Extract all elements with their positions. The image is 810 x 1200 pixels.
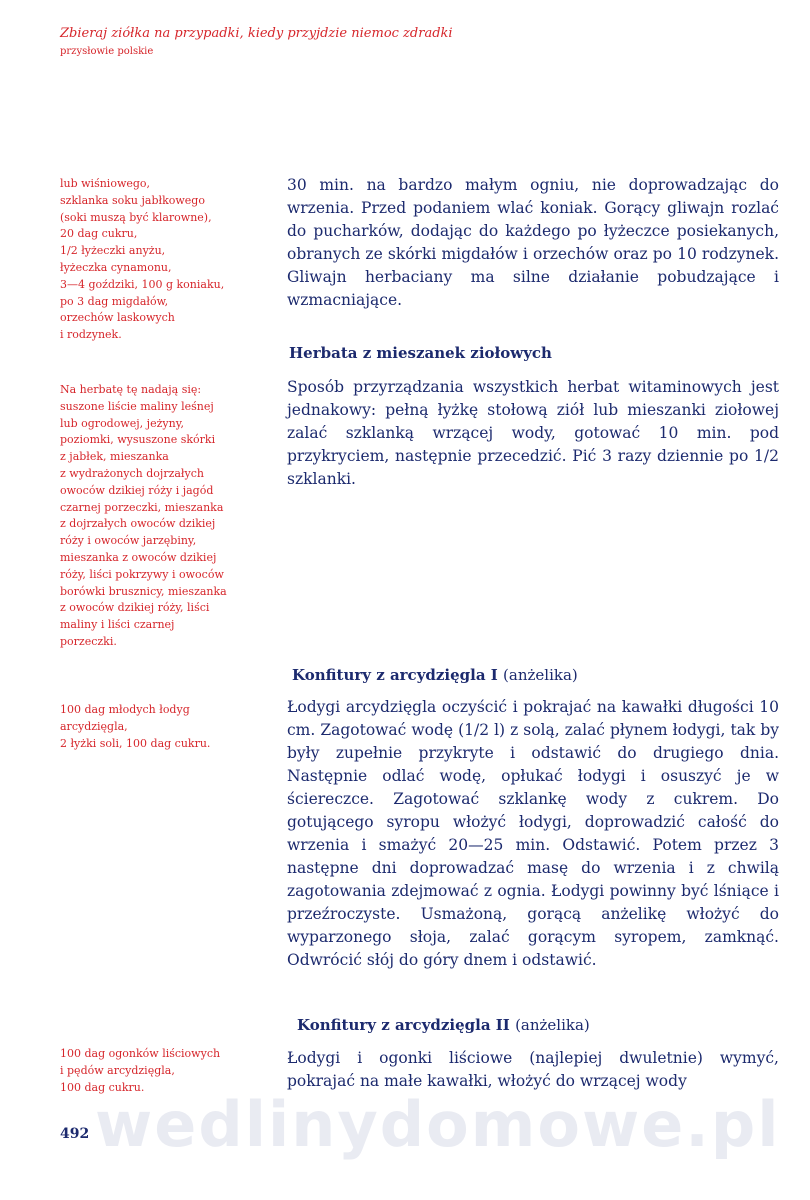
epigraph-text: Zbieraj ziółka na przypadki, kiedy przyjdzie niemoc zdradki [60,26,453,41]
margin-note-ingredients-gliwajn: lub wiśniowego, szklanka soku jabłkowego (soki muszą być klarowne), 20 dag cukru, 1/2 łyżeczki anyżu, łyżeczka cynamonu, 3—4 goździki, 100 g koniaku, po 3 dag migdałów, orzechów laskowych i rodzynek. [60,177,225,342]
margin-note-ingredients-konfitury-2: 100 dag ogonków liściowych i pędów arcydzięgla, 100 dag cukru. [60,1047,221,1094]
heading-konfitury-2-title: Konfitury z arcydzięgla II [297,1016,510,1034]
page-number: 492 [60,1126,90,1142]
heading-konfitury-1 [292,666,578,684]
epigraph-source: przysłowie polskie [60,46,154,57]
paragraph-herbata: Sposób przyrządzania wszystkich herbat witaminowych jest jednakowy: pełną łyżkę stołową ziół lub mieszanki ziołowej zalać szklanką wrzącej wody, gotować 10 min. pod przykryciem, następnie przecedzić. Pić 3 razy dziennie po 1/2 szklanki. [287,378,779,488]
margin-note-ingredients-konfitury-1: 100 dag młodych łodyg arcydzięgla, 2 łyżki soli, 100 dag cukru. [60,703,211,750]
heading-konfitury-1-subtitle: (anżelika) [503,666,578,684]
heading-herbata-title: Herbata z mieszanek ziołowych [289,344,552,362]
heading-konfitury-1-title: Konfitury z arcydzięgla I [292,666,498,684]
paragraph-gliwajn: 30 min. na bardzo małym ogniu, nie doprowadzając do wrzenia. Przed podaniem wlać koniak. Gorący gliwajn rozlać do pucharków, dodając do każdego po łyżeczce posiekanych, obranych ze skórki migdałów i orzechów oraz po 10 rodzynek. Gliwajn herbaciany ma silne działanie pobudzające i wzmacniające. [287,176,779,309]
watermark: wedlinydomowe.pl [95,1088,781,1161]
margin-note-herbal-mixes: Na herbatę tę nadają się: suszone liście maliny leśnej lub ogrodowej, jeżyny, poziomki, wysuszone skórki z jabłek, mieszanka z wydrażonych dojrzałych owoców dzikiej róży i jagód czarnej porzeczki, mieszanka z dojrzałych owoców dzikiej róży i owoców jarzębiny, mieszanka z owoców dzikiej róży, liści pokrzywy i owoców borówki brusznicy, mieszanka z owoców dzikiej róży, liści maliny i liści czarnej porzeczki. [60,383,227,648]
heading-herbata [289,344,552,362]
heading-konfitury-2-subtitle: (anżelika) [515,1016,590,1034]
paragraph-konfitury-1: Łodygi arcydzięgla oczyścić i pokrajać na kawałki długości 10 cm. Zagotować wodę (1/2 l) z solą, zalać płynem łodygi, tak by były zupełnie przykryte i odstawić do drugiego dnia. Następnie odlać wodę, opłukać łodygi i osuszyć je w ściereczce. Zagotować szklankę wody z cukrem. Do gotującego syropu włożyć łodygi, doprowadzić całość do wrzenia i smażyć 20—25 min. Odstawić. Potem przez 3 następne dni doprowadzać masę do wrzenia i z chwilą zagotowania zdejmować z ognia. Łodygi powinny być lśniące i przeźroczyste. Usmażoną, gorącą anżelikę włożyć do wyparzonego słoja, zalać gorącym syropem, zamknąć. Odwrócić słój do góry dnem i odstawić. [287,698,779,969]
epigraph [60,24,460,59]
paragraph-konfitury-2: Łodygi i ogonki liściowe (najlepiej dwuletnie) wymyć, pokrajać na małe kawałki, włożyć do wrzącej wody [287,1049,779,1090]
heading-konfitury-2 [297,1016,590,1034]
